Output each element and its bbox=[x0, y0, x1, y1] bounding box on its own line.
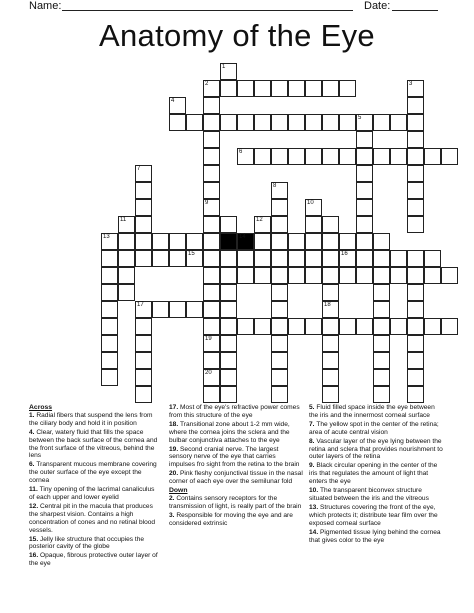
grid-cell[interactable] bbox=[203, 131, 220, 148]
grid-cell[interactable] bbox=[356, 199, 373, 216]
clue-number-label: 18. bbox=[169, 420, 180, 428]
clue-item bbox=[309, 438, 445, 462]
name-label: Name: bbox=[29, 0, 62, 12]
clue-number: 14 bbox=[239, 234, 246, 240]
grid-cell[interactable] bbox=[407, 386, 424, 403]
grid-cell[interactable] bbox=[322, 301, 339, 318]
grid-cell[interactable] bbox=[305, 233, 322, 250]
grid-cell[interactable] bbox=[407, 301, 424, 318]
clue-item bbox=[309, 529, 445, 545]
grid-cell[interactable] bbox=[203, 97, 220, 114]
clue-item bbox=[169, 512, 303, 528]
grid-cell[interactable] bbox=[356, 233, 373, 250]
clue-number: 16 bbox=[341, 251, 348, 257]
grid-cell[interactable] bbox=[135, 335, 152, 352]
grid-cell[interactable] bbox=[203, 369, 220, 386]
black-square bbox=[237, 233, 254, 250]
grid-cell[interactable] bbox=[220, 250, 237, 267]
clue-item bbox=[169, 495, 303, 511]
grid-cell[interactable] bbox=[203, 148, 220, 165]
clue-number-label: 11. bbox=[29, 486, 40, 494]
grid-cell[interactable] bbox=[203, 352, 220, 369]
grid-cell[interactable] bbox=[322, 216, 339, 233]
clue-item bbox=[309, 504, 445, 528]
grid-cell[interactable] bbox=[390, 114, 407, 131]
grid-cell[interactable] bbox=[203, 80, 220, 97]
grid-cell[interactable] bbox=[356, 148, 373, 165]
clue-text: Central pit in the macula that produces the sharpest vision. Contains a high concentration of cones and no retinal blood vessels. bbox=[29, 502, 156, 534]
clue-item bbox=[309, 421, 445, 437]
grid-cell[interactable] bbox=[339, 233, 356, 250]
grid-cell[interactable] bbox=[203, 267, 220, 284]
grid-cell[interactable] bbox=[407, 182, 424, 199]
grid-cell[interactable] bbox=[135, 301, 152, 318]
grid-cell[interactable] bbox=[407, 199, 424, 216]
clues-column-1 bbox=[29, 404, 161, 569]
grid-cell[interactable] bbox=[237, 80, 254, 97]
grid-cell[interactable] bbox=[135, 233, 152, 250]
grid-cell[interactable] bbox=[101, 301, 118, 318]
clues-column-3 bbox=[309, 404, 445, 545]
clue-number: 1 bbox=[222, 64, 226, 70]
grid-cell[interactable] bbox=[271, 369, 288, 386]
clue-number-label: 10. bbox=[309, 487, 320, 495]
grid-cell[interactable] bbox=[322, 369, 339, 386]
grid-cell[interactable] bbox=[373, 318, 390, 335]
grid-cell[interactable] bbox=[441, 148, 458, 165]
clue-number: 5 bbox=[358, 115, 362, 121]
clue-number-label: 20. bbox=[169, 470, 180, 478]
grid-cell[interactable] bbox=[203, 199, 220, 216]
grid-cell[interactable] bbox=[373, 369, 390, 386]
grid-cell[interactable] bbox=[322, 386, 339, 403]
grid-cell[interactable] bbox=[322, 80, 339, 97]
grid-cell[interactable] bbox=[288, 318, 305, 335]
grid-cell[interactable] bbox=[118, 216, 135, 233]
grid-cell[interactable] bbox=[203, 233, 220, 250]
black-square bbox=[220, 233, 237, 250]
grid-cell[interactable] bbox=[271, 216, 288, 233]
clue-number: 9 bbox=[205, 200, 209, 206]
grid-cell[interactable] bbox=[271, 335, 288, 352]
grid-cell[interactable] bbox=[356, 216, 373, 233]
grid-cell[interactable] bbox=[203, 335, 220, 352]
clue-number: 20 bbox=[205, 370, 212, 376]
grid-cell[interactable] bbox=[271, 80, 288, 97]
clue-text: Radial fibers that suspend the lens from the ciliary body and hold it in position bbox=[29, 411, 153, 427]
grid-cell[interactable] bbox=[254, 148, 271, 165]
clue-number: 10 bbox=[307, 200, 314, 206]
grid-cell[interactable] bbox=[101, 369, 118, 386]
grid-cell[interactable] bbox=[322, 250, 339, 267]
grid-cell[interactable] bbox=[288, 267, 305, 284]
grid-cell[interactable] bbox=[220, 114, 237, 131]
clue-item bbox=[309, 404, 445, 420]
grid-cell[interactable] bbox=[407, 97, 424, 114]
clue-number: 8 bbox=[273, 183, 277, 189]
grid-cell[interactable] bbox=[101, 233, 118, 250]
clue-number: 4 bbox=[171, 98, 175, 104]
grid-cell[interactable] bbox=[407, 318, 424, 335]
grid-cell[interactable] bbox=[356, 114, 373, 131]
clue-text: Contains sensory receptors for the transmission of light, is really part of the brain bbox=[169, 494, 302, 510]
clue-text: Black circular opening in the center of the iris that regulates the amount of light that enters the eye bbox=[309, 462, 438, 486]
grid-cell[interactable] bbox=[322, 318, 339, 335]
grid-cell[interactable] bbox=[186, 114, 203, 131]
grid-cell[interactable] bbox=[203, 318, 220, 335]
grid-cell[interactable] bbox=[169, 301, 186, 318]
grid-cell[interactable] bbox=[203, 386, 220, 403]
grid-cell[interactable] bbox=[271, 352, 288, 369]
clue-item bbox=[309, 487, 445, 503]
grid-cell[interactable] bbox=[305, 114, 322, 131]
grid-cell[interactable] bbox=[220, 267, 237, 284]
clue-number-label: 16. bbox=[29, 552, 40, 560]
grid-cell[interactable] bbox=[271, 301, 288, 318]
clue-text: Transparent mucous membrane covering the outer surface of the eye except the cornea bbox=[29, 461, 157, 485]
grid-cell[interactable] bbox=[373, 233, 390, 250]
clue-number-label: 14. bbox=[309, 528, 320, 536]
clue-number: 15 bbox=[188, 251, 195, 257]
grid-cell[interactable] bbox=[373, 148, 390, 165]
clue-number-label: 1. bbox=[29, 411, 37, 419]
grid-cell[interactable] bbox=[305, 267, 322, 284]
clue-number: 19 bbox=[205, 336, 212, 342]
grid-cell[interactable] bbox=[135, 386, 152, 403]
grid-cell[interactable] bbox=[322, 335, 339, 352]
grid-cell[interactable] bbox=[373, 301, 390, 318]
clue-item bbox=[29, 552, 161, 568]
grid-cell[interactable] bbox=[203, 114, 220, 131]
clue-number: 3 bbox=[409, 81, 413, 87]
grid-cell[interactable] bbox=[305, 199, 322, 216]
grid-cell[interactable] bbox=[101, 352, 118, 369]
clue-number: 7 bbox=[137, 166, 141, 172]
grid-cell[interactable] bbox=[220, 318, 237, 335]
grid-cell[interactable] bbox=[339, 148, 356, 165]
clue-item bbox=[29, 461, 161, 485]
grid-cell[interactable] bbox=[271, 233, 288, 250]
grid-cell[interactable] bbox=[186, 301, 203, 318]
grid-cell[interactable] bbox=[288, 233, 305, 250]
grid-cell[interactable] bbox=[305, 318, 322, 335]
clue-number-label: 12. bbox=[29, 502, 40, 510]
clue-number-label: 13. bbox=[309, 503, 320, 511]
grid-cell[interactable] bbox=[237, 318, 254, 335]
clue-item bbox=[29, 486, 161, 502]
clue-item bbox=[29, 429, 161, 461]
grid-cell[interactable] bbox=[407, 114, 424, 131]
grid-cell[interactable] bbox=[373, 284, 390, 301]
grid-cell[interactable] bbox=[322, 284, 339, 301]
clue-text: The transparent biconvex structure situated between the iris and the vitreous bbox=[309, 487, 429, 502]
grid-cell[interactable] bbox=[424, 148, 441, 165]
grid-cell[interactable] bbox=[271, 182, 288, 199]
grid-cell[interactable] bbox=[271, 267, 288, 284]
clue-number: 6 bbox=[239, 149, 243, 155]
grid-cell[interactable] bbox=[390, 318, 407, 335]
grid-cell[interactable] bbox=[203, 216, 220, 233]
grid-cell[interactable] bbox=[135, 250, 152, 267]
grid-cell[interactable] bbox=[339, 250, 356, 267]
grid-cell[interactable] bbox=[135, 352, 152, 369]
clue-number-label: 19. bbox=[169, 445, 180, 453]
grid-cell[interactable] bbox=[356, 250, 373, 267]
grid-cell[interactable] bbox=[271, 114, 288, 131]
grid-cell[interactable] bbox=[407, 250, 424, 267]
clue-number: 13 bbox=[103, 234, 110, 240]
clue-item bbox=[169, 421, 303, 445]
grid-cell[interactable] bbox=[288, 80, 305, 97]
grid-cell[interactable] bbox=[305, 80, 322, 97]
grid-cell[interactable] bbox=[339, 267, 356, 284]
grid-cell[interactable] bbox=[322, 114, 339, 131]
clue-number: 18 bbox=[324, 302, 331, 308]
clue-number-label: 9. bbox=[309, 462, 317, 470]
grid-cell[interactable] bbox=[169, 97, 186, 114]
clue-text: Clear, watery fluid that fills the space between the back surface of the cornea and the front surface of the vitreous, behind the lens bbox=[29, 428, 158, 460]
grid-cell[interactable] bbox=[390, 148, 407, 165]
grid-cell[interactable] bbox=[135, 165, 152, 182]
grid-cell[interactable] bbox=[288, 148, 305, 165]
clue-text: Opaque, fibrous protective outer layer of the eye bbox=[29, 552, 158, 568]
grid-cell[interactable] bbox=[169, 233, 186, 250]
grid-cell[interactable] bbox=[288, 114, 305, 131]
clue-text: Transitional zone about 1-2 mm wide, where the cornea joins the sclera and the bulbar conjunctiva attaches to the eye bbox=[169, 420, 290, 444]
grid-cell[interactable] bbox=[271, 250, 288, 267]
clue-item bbox=[29, 503, 161, 535]
clue-number-label: 17. bbox=[169, 404, 180, 411]
grid-cell[interactable] bbox=[339, 114, 356, 131]
grid-cell[interactable] bbox=[169, 114, 186, 131]
grid-cell[interactable] bbox=[203, 301, 220, 318]
grid-cell[interactable] bbox=[254, 80, 271, 97]
grid-cell[interactable] bbox=[373, 267, 390, 284]
clue-text: Structures covering the front of the eye, which protects it; distribute tear film over the exposed corneal surface bbox=[309, 503, 438, 527]
clue-number: 12 bbox=[256, 217, 263, 223]
grid-cell[interactable] bbox=[254, 250, 271, 267]
grid-cell[interactable] bbox=[441, 267, 458, 284]
grid-cell[interactable] bbox=[407, 369, 424, 386]
grid-cell[interactable] bbox=[356, 267, 373, 284]
grid-cell[interactable] bbox=[407, 80, 424, 97]
grid-cell[interactable] bbox=[101, 318, 118, 335]
clue-number: 17 bbox=[137, 302, 144, 308]
grid-cell[interactable] bbox=[356, 182, 373, 199]
clues-column-2 bbox=[169, 404, 303, 529]
grid-cell[interactable] bbox=[220, 386, 237, 403]
grid-cell[interactable] bbox=[220, 335, 237, 352]
grid-cell[interactable] bbox=[254, 267, 271, 284]
grid-cell[interactable] bbox=[101, 335, 118, 352]
grid-cell[interactable] bbox=[407, 216, 424, 233]
clue-text: Vascular layer of the eye lying between the retina and sclera that provides nourishment to outer layers of the retina bbox=[309, 437, 443, 461]
grid-cell[interactable] bbox=[407, 284, 424, 301]
grid-cell[interactable] bbox=[322, 267, 339, 284]
grid-cell[interactable] bbox=[220, 80, 237, 97]
grid-cell[interactable] bbox=[271, 199, 288, 216]
clue-number: 11 bbox=[120, 217, 127, 223]
down-heading: Down bbox=[169, 487, 188, 495]
grid-cell[interactable] bbox=[271, 386, 288, 403]
grid-cell[interactable] bbox=[271, 318, 288, 335]
grid-cell[interactable] bbox=[288, 250, 305, 267]
grid-cell[interactable] bbox=[220, 352, 237, 369]
across-heading: Across bbox=[29, 404, 53, 411]
grid-cell[interactable] bbox=[237, 267, 254, 284]
grid-cell[interactable] bbox=[135, 182, 152, 199]
clue-number-label: 15. bbox=[29, 535, 40, 543]
clue-text: Fluid filled space inside the eye between the iris and the innermost corneal surface bbox=[309, 404, 435, 419]
clue-item bbox=[29, 412, 161, 428]
grid-cell[interactable] bbox=[169, 250, 186, 267]
grid-cell[interactable] bbox=[152, 233, 169, 250]
grid-cell[interactable] bbox=[305, 148, 322, 165]
grid-cell[interactable] bbox=[356, 131, 373, 148]
grid-cell[interactable] bbox=[220, 216, 237, 233]
grid-cell[interactable] bbox=[237, 250, 254, 267]
clue-text: The yellow spot in the center of the retina; area of acute central vision bbox=[309, 420, 439, 436]
grid-cell[interactable] bbox=[373, 386, 390, 403]
grid-cell[interactable] bbox=[152, 250, 169, 267]
grid-cell[interactable] bbox=[339, 80, 356, 97]
grid-cell[interactable] bbox=[237, 148, 254, 165]
clue-text: Tiny opening of the lacrimal canaliculus of each upper and lower eyelid bbox=[29, 486, 155, 501]
date-label: Date: bbox=[364, 0, 391, 12]
clue-text: Responsible for moving the eye and are considered extrinsic bbox=[169, 511, 293, 527]
clue-text: Second cranial nerve. The largest sensory nerve of the eye that carries impulses fro sight from the retina to the brain bbox=[169, 445, 300, 469]
clue-number-label: 8. bbox=[309, 437, 317, 445]
grid-cell[interactable] bbox=[135, 199, 152, 216]
grid-cell[interactable] bbox=[424, 250, 441, 267]
grid-cell[interactable] bbox=[424, 318, 441, 335]
grid-cell[interactable] bbox=[373, 114, 390, 131]
grid-cell[interactable] bbox=[373, 352, 390, 369]
page-title: Anatomy of the Eye bbox=[99, 18, 375, 53]
grid-cell[interactable] bbox=[390, 250, 407, 267]
grid-cell[interactable] bbox=[390, 267, 407, 284]
clue-number-label: 7. bbox=[309, 420, 317, 428]
grid-cell[interactable] bbox=[186, 250, 203, 267]
grid-cell[interactable] bbox=[356, 165, 373, 182]
clue-number-label: 2. bbox=[169, 494, 177, 502]
grid-cell[interactable] bbox=[254, 318, 271, 335]
clue-number-label: 6. bbox=[29, 461, 37, 469]
grid-cell[interactable] bbox=[339, 318, 356, 335]
grid-cell[interactable] bbox=[118, 284, 135, 301]
clue-item bbox=[29, 536, 161, 552]
clue-number-label: 4. bbox=[29, 428, 37, 436]
clue-text: Pink fleshy conjunctival tissue in the nasal corner of each eye over the semilunar fold bbox=[169, 470, 303, 486]
grid-cell[interactable] bbox=[203, 250, 220, 267]
grid-cell[interactable] bbox=[407, 148, 424, 165]
grid-cell[interactable] bbox=[118, 233, 135, 250]
clue-number-label: 3. bbox=[169, 511, 177, 519]
grid-cell[interactable] bbox=[101, 267, 118, 284]
grid-cell[interactable] bbox=[356, 318, 373, 335]
grid-cell[interactable] bbox=[135, 318, 152, 335]
grid-cell[interactable] bbox=[254, 114, 271, 131]
grid-cell[interactable] bbox=[424, 267, 441, 284]
grid-cell[interactable] bbox=[152, 301, 169, 318]
clue-item bbox=[169, 470, 303, 486]
clue-text: Jelly like structure that occupies the posterior cavity of the globe bbox=[29, 535, 145, 551]
clue-text: Most of the eye's refractive power comes from this structure of the eye bbox=[169, 404, 300, 419]
clue-text: Pigmented tissue lying behind the cornea that gives color to the eye bbox=[309, 528, 441, 544]
grid-cell[interactable] bbox=[186, 233, 203, 250]
grid-cell[interactable] bbox=[407, 165, 424, 182]
clue-item bbox=[169, 446, 303, 470]
grid-cell[interactable] bbox=[203, 182, 220, 199]
grid-cell[interactable] bbox=[441, 318, 458, 335]
grid-cell[interactable] bbox=[237, 114, 254, 131]
grid-cell[interactable] bbox=[271, 148, 288, 165]
grid-cell[interactable] bbox=[135, 369, 152, 386]
clue-number: 2 bbox=[205, 81, 209, 87]
clue-item bbox=[309, 462, 445, 486]
clue-item bbox=[169, 404, 303, 420]
grid-cell[interactable] bbox=[135, 216, 152, 233]
grid-cell[interactable] bbox=[220, 284, 237, 301]
grid-cell[interactable] bbox=[305, 216, 322, 233]
grid-cell[interactable] bbox=[220, 301, 237, 318]
grid-cell[interactable] bbox=[373, 250, 390, 267]
grid-cell[interactable] bbox=[271, 284, 288, 301]
grid-cell[interactable] bbox=[254, 216, 271, 233]
grid-cell[interactable] bbox=[322, 148, 339, 165]
grid-cell[interactable] bbox=[220, 369, 237, 386]
grid-cell[interactable] bbox=[373, 335, 390, 352]
grid-cell[interactable] bbox=[254, 233, 271, 250]
grid-cell[interactable] bbox=[407, 352, 424, 369]
grid-cell[interactable] bbox=[305, 250, 322, 267]
grid-cell[interactable] bbox=[220, 63, 237, 80]
grid-cell[interactable] bbox=[407, 131, 424, 148]
grid-cell[interactable] bbox=[407, 335, 424, 352]
grid-cell[interactable] bbox=[118, 267, 135, 284]
grid-cell[interactable] bbox=[101, 284, 118, 301]
grid-cell[interactable] bbox=[101, 250, 118, 267]
grid-cell[interactable] bbox=[322, 352, 339, 369]
grid-cell[interactable] bbox=[203, 165, 220, 182]
grid-cell[interactable] bbox=[407, 267, 424, 284]
grid-cell[interactable] bbox=[118, 250, 135, 267]
grid-cell[interactable] bbox=[322, 233, 339, 250]
grid-cell[interactable] bbox=[203, 284, 220, 301]
clue-number-label: 5. bbox=[309, 404, 317, 411]
